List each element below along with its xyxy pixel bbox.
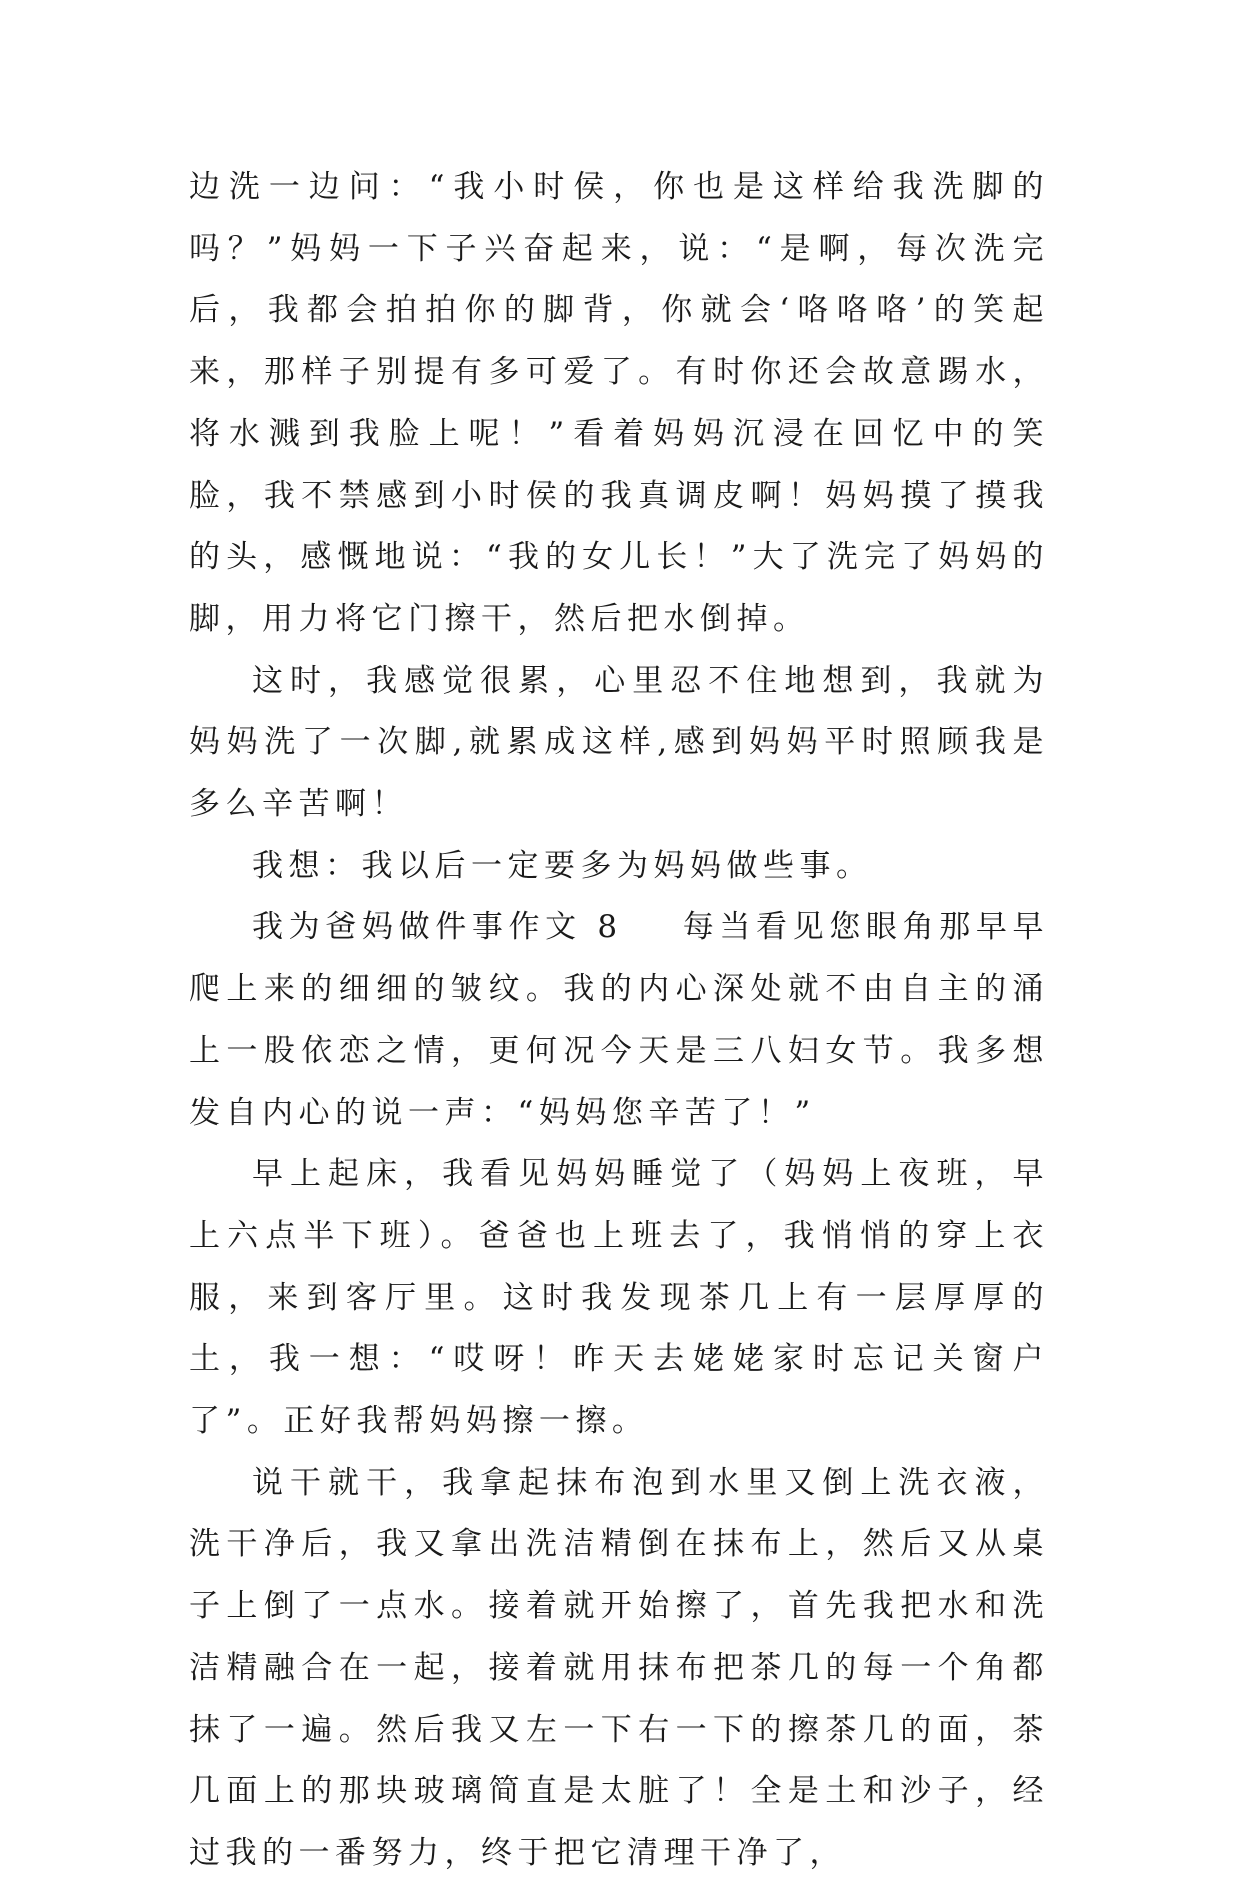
- article-body: [189, 157, 1049, 1885]
- section-intro-paragraph: [189, 897, 1049, 1144]
- section-paragraph-wrinkles: 每当看见您眼角那早早爬上来的细细的皱纹。我的内心深处就不由自主的涌上一股依恋之情，更何况今天是三八妇女节。我多想发自内心的说一声：“妈妈您辛苦了！”: [189, 909, 1050, 1131]
- paragraph-tired: 这时，我感觉很累，心里忍不住地想到，我就为妈妈洗了一次脚,就累成这样,感到妈妈平时照顾我是多么辛苦啊！: [189, 662, 1049, 823]
- paragraph-resolution: 我想：我以后一定要多为妈妈做些事。: [252, 847, 873, 884]
- section-paragraph-cleaning: 说干就干，我拿起抹布泡到水里又倒上洗衣液，洗干净后，我又拿出洗洁精倒在抹布上，然后又从桌子上倒了一点水。接着就开始擦了，首先我把水和洗洁精融合在一起，接着就用抹布把茶几的每一个角都抹了一遍。然后我又左一下右一下的擦茶几的面，茶几面上的那块玻璃简直是太脏了！全是土和沙子，经过我的一番努力，终于把它清理干净了，: [189, 1464, 1049, 1871]
- paragraph-continued: 边洗一边问：“我小时侯，你也是这样给我洗脚的吗？”妈妈一下子兴奋起来，说：“是啊，每次洗完后，我都会拍拍你的脚背，你就会‘咯咯咯’的笑起来，那样子别提有多可爱了。有时你还会故意踢水，将水溅到我脸上呢！”看着妈妈沉浸在回忆中的笑脸，我不禁感到小时侯的我真调皮啊！妈妈摸了摸我的头，感慨地说：“我的女儿长！”大了洗完了妈妈的脚，用力将它门擦干，然后把水倒掉。: [189, 169, 1049, 637]
- section-paragraph-morning: 早上起床，我看见妈妈睡觉了（妈妈上夜班，早上六点半下班）。爸爸也上班去了，我悄悄的穿上衣服，来到客厅里。这时我发现茶几上有一层厚厚的土，我一想：“哎呀！昨天去姥姥家时忘记关窗户了”。正好我帮妈妈擦一擦。: [189, 1156, 1049, 1440]
- section-title: 我为爸妈做件事作文 8: [252, 909, 623, 946]
